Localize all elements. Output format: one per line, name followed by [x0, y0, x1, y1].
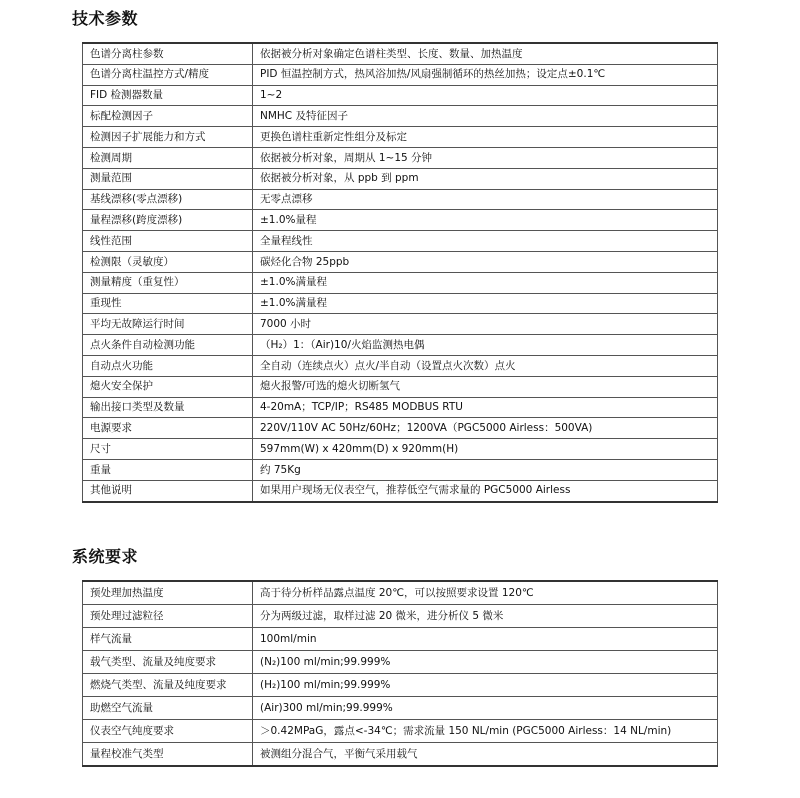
- param-name: 输出接口类型及数量: [83, 397, 253, 418]
- requirement-value: (Air)300 ml/min;99.999%: [253, 697, 718, 720]
- param-value: 全自动（连续点火）点火/半自动（设置点火次数）点火: [253, 355, 718, 376]
- requirement-value: 高于待分析样品露点温度 20℃，可以按照要求设置 120℃: [253, 581, 718, 605]
- param-value: 依据被分析对象，从 ppb 到 ppm: [253, 168, 718, 189]
- requirement-value: (H₂)100 ml/min;99.999%: [253, 674, 718, 697]
- table-row: [83, 397, 718, 418]
- param-value: 220V/110V AC 50Hz/60Hz；1200VA（PGC5000 Airless：500VA): [253, 418, 718, 439]
- param-name: 其他说明: [83, 480, 253, 501]
- requirement-value: 分为两级过滤，取样过滤 20 微米，进分析仪 5 微米: [253, 605, 718, 628]
- param-value: 全量程线性: [253, 231, 718, 252]
- table-row: [83, 480, 718, 501]
- requirements-section-title: 系统要求: [72, 547, 139, 566]
- table-row: [83, 605, 718, 628]
- table-row: [83, 251, 718, 272]
- requirement-name: 燃烧气类型、流量及纯度要求: [83, 674, 253, 697]
- requirement-name: 仪表空气纯度要求: [83, 720, 253, 743]
- table-row: [83, 439, 718, 460]
- requirement-name: 载气类型、流量及纯度要求: [83, 651, 253, 674]
- param-name: 色谱分离柱温控方式/精度: [83, 64, 253, 85]
- param-value: NMHC 及特征因子: [253, 106, 718, 127]
- table-row: [83, 628, 718, 651]
- param-value: PID 恒温控制方式，热风浴加热/风扇强制循环的热丝加热；设定点±0.1℃: [253, 64, 718, 85]
- table-row: [83, 651, 718, 674]
- param-value: （H₂）1：（Air)10/火焰监测热电偶: [253, 335, 718, 356]
- table-row: [83, 418, 718, 439]
- table-row: [83, 64, 718, 85]
- requirement-name: 预处理过滤粒径: [83, 605, 253, 628]
- requirement-value: 100ml/min: [253, 628, 718, 651]
- param-name: 尺寸: [83, 439, 253, 460]
- param-value: ±1.0%满量程: [253, 293, 718, 314]
- param-name: 检测限（灵敏度）: [83, 251, 253, 272]
- requirement-value: 被测组分混合气，平衡气采用载气: [253, 743, 718, 767]
- requirement-name: 预处理加热温度: [83, 581, 253, 605]
- param-name: 线性范围: [83, 231, 253, 252]
- table-row: [83, 189, 718, 210]
- param-name: 平均无故障运行时间: [83, 314, 253, 335]
- param-name: 测量范围: [83, 168, 253, 189]
- param-name: 检测周期: [83, 147, 253, 168]
- table-row: [83, 743, 718, 767]
- param-value: 4-20mA；TCP/IP；RS485 MODBUS RTU: [253, 397, 718, 418]
- table-row: [83, 674, 718, 697]
- table-row: [83, 355, 718, 376]
- param-name: 量程漂移(跨度漂移): [83, 210, 253, 231]
- table-row: [83, 314, 718, 335]
- table-row: [83, 581, 718, 605]
- table-row: [83, 376, 718, 397]
- table-row: [83, 697, 718, 720]
- table-row: [83, 293, 718, 314]
- param-value: ±1.0%量程: [253, 210, 718, 231]
- param-name: 重量: [83, 459, 253, 480]
- requirement-value: ＞0.42MPaG，露点<-34℃；需求流量 150 NL/min (PGC5000 Airless：14 NL/min): [253, 720, 718, 743]
- table-row: [83, 85, 718, 106]
- param-value: 依据被分析对象确定色谱柱类型、长度、数量、加热温度: [253, 43, 718, 64]
- requirement-name: 助燃空气流量: [83, 697, 253, 720]
- table-row: [83, 43, 718, 64]
- table-row: [83, 127, 718, 148]
- param-value: 碳烃化合物 25ppb: [253, 251, 718, 272]
- param-value: 7000 小时: [253, 314, 718, 335]
- requirement-name: 样气流量: [83, 628, 253, 651]
- param-name: 电源要求: [83, 418, 253, 439]
- param-value: 更换色谱柱重新定性组分及标定: [253, 127, 718, 148]
- param-name: FID 检测器数量: [83, 85, 253, 106]
- param-name: 测量精度（重复性）: [83, 272, 253, 293]
- param-value: 597mm(W) x 420mm(D) x 920mm(H): [253, 439, 718, 460]
- param-value: 如果用户现场无仪表空气，推荐低空气需求量的 PGC5000 Airless: [253, 480, 718, 501]
- requirement-value: (N₂)100 ml/min;99.999%: [253, 651, 718, 674]
- specs-section-title: 技术参数: [72, 9, 139, 28]
- param-value: 无零点漂移: [253, 189, 718, 210]
- param-name: 自动点火功能: [83, 355, 253, 376]
- table-row: [83, 106, 718, 127]
- param-name: 色谱分离柱参数: [83, 43, 253, 64]
- table-row: [83, 459, 718, 480]
- param-value: ±1.0%满量程: [253, 272, 718, 293]
- param-name: 基线漂移(零点漂移): [83, 189, 253, 210]
- param-name: 标配检测因子: [83, 106, 253, 127]
- specs-table: [82, 42, 718, 503]
- param-name: 熄火安全保护: [83, 376, 253, 397]
- table-row: [83, 147, 718, 168]
- param-value: 1~2: [253, 85, 718, 106]
- param-name: 重现性: [83, 293, 253, 314]
- param-name: 点火条件自动检测功能: [83, 335, 253, 356]
- param-name: 检测因子扩展能力和方式: [83, 127, 253, 148]
- param-value: 依据被分析对象，周期从 1~15 分钟: [253, 147, 718, 168]
- requirement-name: 量程校准气类型: [83, 743, 253, 767]
- table-row: [83, 168, 718, 189]
- param-value: 约 75Kg: [253, 459, 718, 480]
- table-row: [83, 720, 718, 743]
- requirements-table: [82, 580, 718, 767]
- table-row: [83, 335, 718, 356]
- table-row: [83, 231, 718, 252]
- table-row: [83, 272, 718, 293]
- param-value: 熄火报警/可选的熄火切断氢气: [253, 376, 718, 397]
- table-row: [83, 210, 718, 231]
